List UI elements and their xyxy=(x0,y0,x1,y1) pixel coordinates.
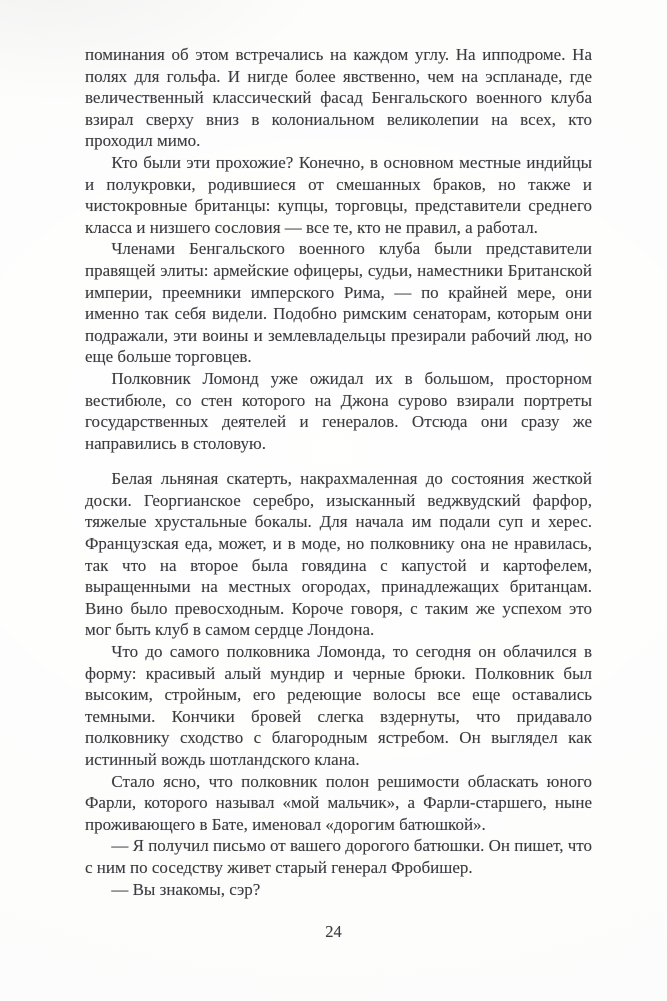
dialogue-paragraph: — Вы знакомы, сэр? xyxy=(111,879,261,899)
page-text-block xyxy=(85,44,592,900)
paragraph: Белая льняная скатерть, накрахмаленная до состояния жесткой доски. Георгианское серебро, изысканный веджвудский фарфор, тяжелые хрустальные бокалы. Для начала им подали суп и херес. Французская еда, может, и в моде, но полковнику она не нравилась, так что на второе была говядина с капустой и картофелем, выращенными на местных огородах, принадлежащих британцам. Вино было превосходным. Короче говоря, с таким же успехом это мог быть клуб в самом сердце Лондона. xyxy=(85,469,592,640)
dialogue-paragraph: — Я получил письмо от вашего дорогого батюшки. Он пишет, что с ним по соседству живет старый генерал Фробишер. xyxy=(85,836,592,877)
paragraph: поминания об этом встречались на каждом углу. На ипподроме. На полях для гольфа. И нигде более явственно, чем на эспланаде, где величественный классический фасад Бенгальского военного клуба взирал сверху вниз в колониальном великолепии на всех, кто проходил мимо. xyxy=(85,45,592,151)
page-number: 24 xyxy=(325,922,342,941)
paragraph: Что до самого полковника Ломонда, то сегодня он облачился в форму: красивый алый мундир и черные брюки. Полковник был высоким, стройным, его редеющие волосы все еще оставались темными. Кончики бровей слегка вздернуты, что придавало полковнику сходство с благородным ястребом. Он выглядел как истинный вождь шотландского клана. xyxy=(85,642,592,769)
paragraph: Кто были эти прохожие? Конечно, в основном местные индийцы и полукровки, родившиеся от смешанных браков, но также и чистокровные британцы: купцы, торговцы, представители среднего класса и низшего сословия — все те, кто не правил, а работал. xyxy=(85,152,592,237)
paragraph: Членами Бенгальского военного клуба были представители правящей элиты: армейские офицеры, судьи, наместники Британской империи, преемники имперского Рима, — по крайней мере, они именно так себя видели. Подобно римским сенаторам, которым они подражали, эти воины и землевладельцы презирали рабочий люд, но еще больше торговцев. xyxy=(85,239,592,367)
paragraph: Полковник Ломонд уже ожидал их в большом, просторном вестибюле, со стен которого на Джона сурово взирали портреты государственных деятелей и генералов. Отсюда они сразу же направились в столовую. xyxy=(85,368,592,453)
paragraph: Стало ясно, что полковник полон решимости обласкать юного Фарли, которого называл «мой мальчик», а Фарли-старшего, ныне проживающего в Бате, именовал «дорогим батюшкой». xyxy=(85,771,592,834)
